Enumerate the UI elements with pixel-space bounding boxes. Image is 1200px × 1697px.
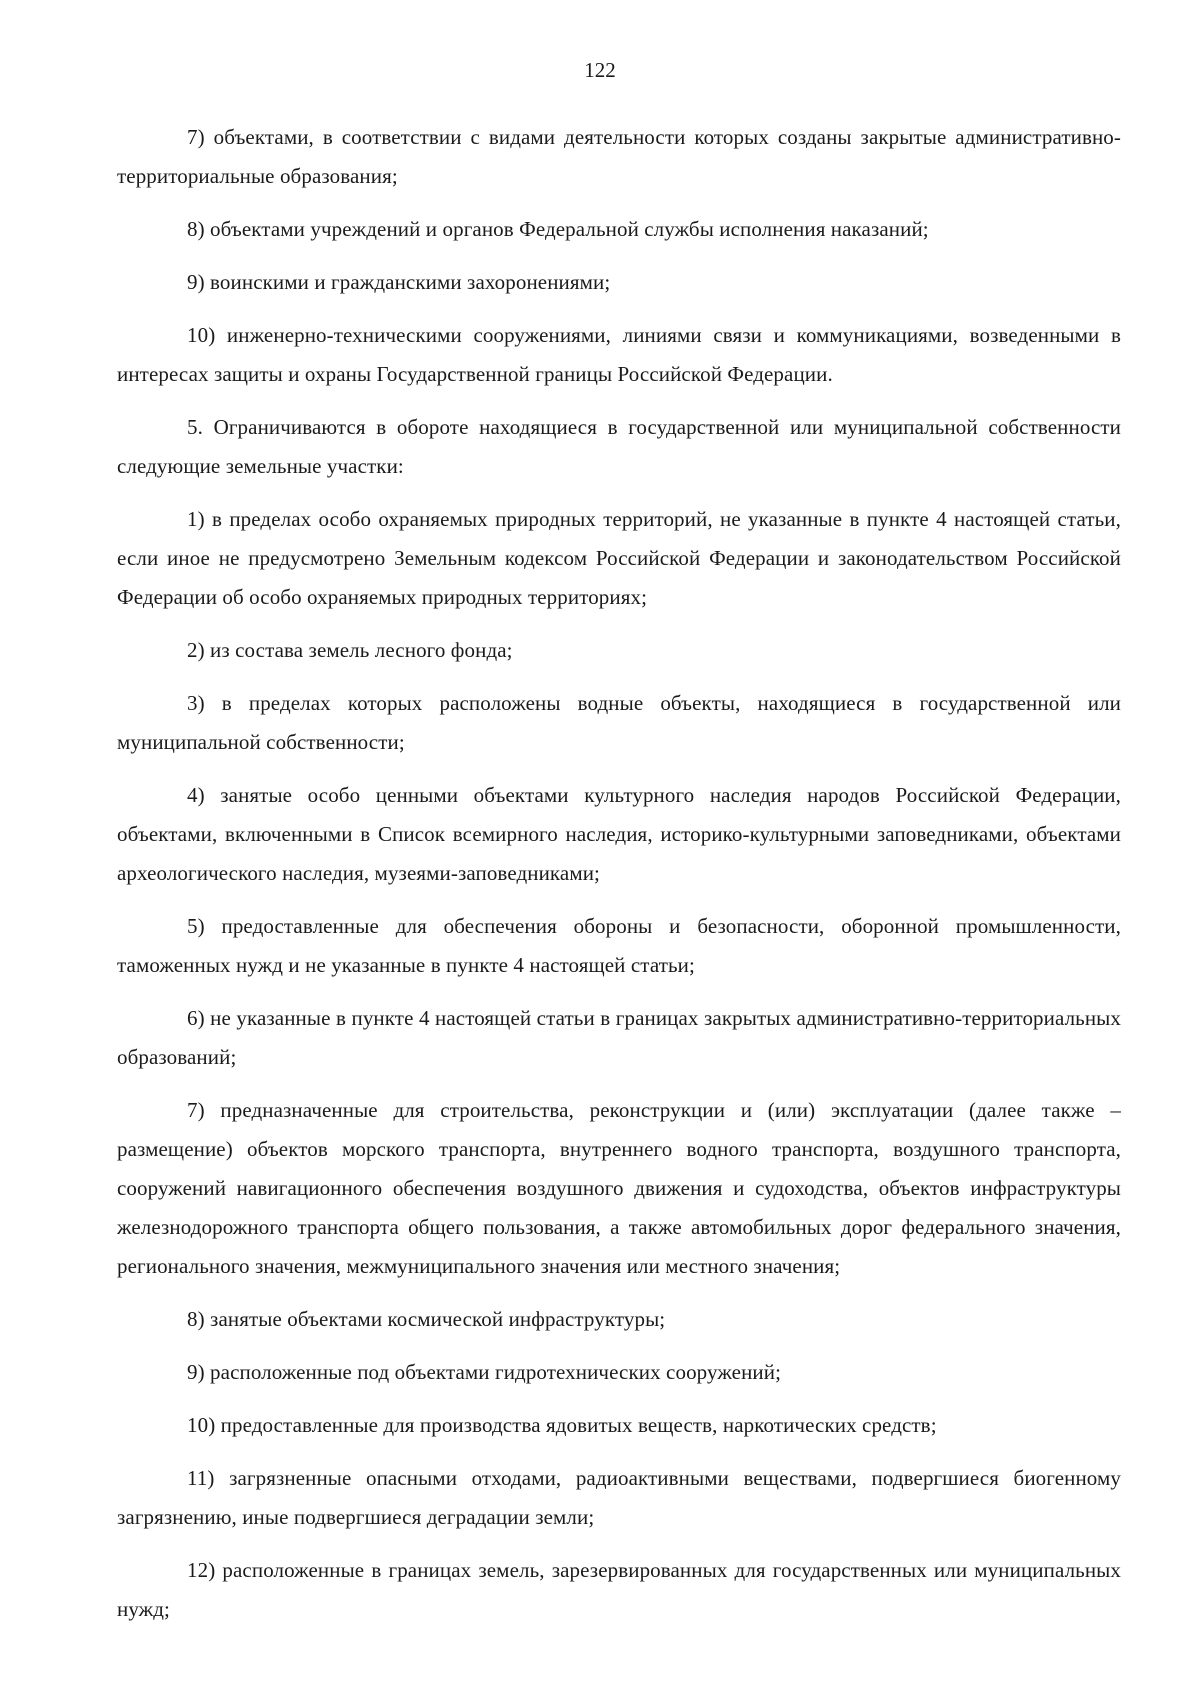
paragraph-item-5-defense: 5) предоставленные для обеспечения обороны и безопасности, оборонной промышленности, таможенных нужд и не указанные в пункте 4 настоящей статьи;: [117, 914, 1121, 977]
paragraph-section-5-heading: 5. Ограничиваются в обороте находящиеся в государственной или муниципальной собственности следующие земельные участки:: [117, 415, 1121, 478]
page-number: 122: [584, 58, 616, 82]
paragraph-item-9-hydrotechnical: 9) расположенные под объектами гидротехнических сооружений;: [187, 1360, 782, 1384]
paragraph-item-7-closed-territories: 7) объектами, в соответствии с видами деятельности которых созданы закрытые административно-территориальные образования;: [117, 125, 1121, 188]
paragraph-item-8-penal-service: 8) объектами учреждений и органов Федеральной службы исполнения наказаний;: [187, 217, 929, 241]
paragraph-item-3-water-objects: 3) в пределах которых расположены водные объекты, находящиеся в государственной или муниципальной собственности;: [117, 691, 1121, 754]
paragraph-item-11-contaminated: 11) загрязненные опасными отходами, радиоактивными веществами, подвергшиеся биогенному загрязнению, иные подвергшиеся деградации земли;: [117, 1466, 1121, 1529]
paragraph-item-1-protected-territories: 1) в пределах особо охраняемых природных территорий, не указанные в пункте 4 настоящей статьи, если иное не предусмотрено Земельным кодексом Российской Федерации и законодательством Российской Федерации об особо охраняемых природных территориях;: [117, 507, 1121, 609]
paragraph-item-8-space-infrastructure: 8) занятые объектами космической инфраструктуры;: [187, 1307, 666, 1331]
paragraph-item-9-burials: 9) воинскими и гражданскими захоронениями;: [187, 270, 611, 294]
paragraph-item-4-cultural-heritage: 4) занятые особо ценными объектами культурного наследия народов Российской Федерации, объектами, включенными в Список всемирного наследия, историко-культурными заповедниками, объектами археологического наследия, музеями-заповедниками;: [117, 783, 1121, 885]
paragraph-item-2-forest-fund: 2) из состава земель лесного фонда;: [187, 638, 513, 662]
paragraph-item-7-transport: 7) предназначенные для строительства, реконструкции и (или) эксплуатации (далее также – размещение) объектов морского транспорта, внутреннего водного транспорта, воздушного транспорта, сооружений навигационного обеспечения воздушного движения и судоходства, объектов инфраструктуры железнодорожного транспорта общего пользования, а также автомобильных дорог федерального значения, регионального значения, межмуниципального значения или местного значения;: [117, 1098, 1121, 1278]
paragraph-item-12-reserved-lands: 12) расположенные в границах земель, зарезервированных для государственных или муниципальных нужд;: [117, 1558, 1121, 1621]
document-body: [117, 118, 1121, 1643]
paragraph-item-10-border-structures: 10) инженерно-техническими сооружениями, линиями связи и коммуникациями, возведенными в интересах защиты и охраны Государственной границы Российской Федерации.: [117, 323, 1121, 386]
paragraph-item-6-closed-territories: 6) не указанные в пункте 4 настоящей статьи в границах закрытых административно-территориальных образований;: [117, 1006, 1121, 1069]
paragraph-item-10-toxic-production: 10) предоставленные для производства ядовитых веществ, наркотических средств;: [187, 1413, 937, 1437]
